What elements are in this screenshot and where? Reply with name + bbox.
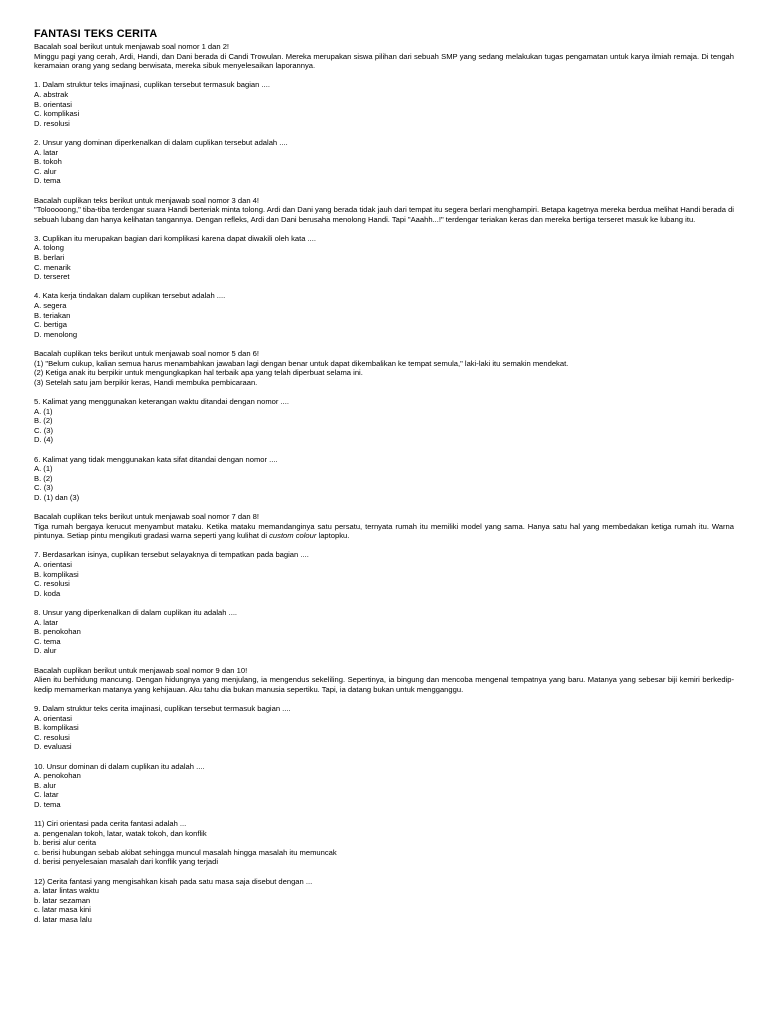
- answer-option: B. alur: [34, 780, 56, 790]
- answer-option: C. tema: [34, 636, 61, 646]
- question-item: [34, 397, 734, 445]
- answer-option: B. (2): [34, 416, 53, 426]
- answer-option: b. berisi alur cerita: [34, 838, 97, 848]
- answer-option: B. orientasi: [34, 99, 72, 109]
- answer-option: B. (2): [34, 473, 53, 483]
- question-item: [34, 455, 734, 503]
- answer-option: c. latar masa kini: [34, 905, 91, 915]
- question-item: [34, 234, 734, 282]
- reading-passage: [34, 349, 734, 387]
- answer-option: C. alur: [34, 166, 57, 176]
- answer-option: B. berlari: [34, 253, 65, 263]
- question-text: 7. Berdasarkan isinya, cuplikan tersebut selayaknya di tempatkan pada bagian ....: [34, 550, 309, 560]
- document-content: [34, 42, 734, 925]
- question-text: 5. Kalimat yang menggunakan keterangan waktu ditandai dengan nomor ....: [34, 396, 289, 406]
- answer-option: B. teriakan: [34, 310, 71, 320]
- answer-option: d. latar masa lalu: [34, 915, 92, 925]
- answer-option: D. tema: [34, 799, 61, 809]
- passage-instruction: Bacalah cuplikan teks berikut untuk menjawab soal nomor 7 dan 8!: [34, 512, 259, 522]
- answer-option: D. terseret: [34, 272, 70, 282]
- answer-option: D. (1) dan (3): [34, 492, 80, 502]
- question-text: 6. Kalimat yang tidak menggunakan kata sifat ditandai dengan nomor ....: [34, 454, 278, 464]
- question-item: [34, 138, 734, 186]
- answer-option: D. koda: [34, 588, 61, 598]
- question-text: 10. Unsur dominan di dalam cuplikan itu adalah ....: [34, 761, 205, 771]
- question-item: [34, 762, 734, 810]
- answer-option: D. evaluasi: [34, 742, 72, 752]
- question-item: [34, 877, 734, 925]
- passage-text: Minggu pagi yang cerah, Ardi, Handi, dan Dani berada di Candi Trowulan. Mereka merupakan siswa pilihan dari sebuah SMP yang sedang melakukan tugas pengamatan untuk karya ilmiah remaja. Di tengah keramaian orang yang sedang berwisata, mereka sibuk menyelesaikan laporannya.: [34, 51, 734, 71]
- question-text: 11) Ciri orientasi pada cerita fantasi adalah ...: [34, 819, 187, 829]
- passage-instruction: Bacalah cuplikan berikut untuk menjawab soal nomor 9 dan 10!: [34, 665, 248, 675]
- answer-option: d. berisi penyelesaian masalah dari konflik yang terjadi: [34, 857, 219, 867]
- answer-option: C. resolusi: [34, 732, 70, 742]
- document-title: FANTASI TEKS CERITA: [34, 28, 158, 40]
- reading-passage: [34, 42, 734, 71]
- answer-option: C. resolusi: [34, 579, 70, 589]
- answer-option: A. (1): [34, 406, 53, 416]
- answer-option: A. latar: [34, 617, 59, 627]
- answer-option: b. latar sezaman: [34, 895, 91, 905]
- question-item: [34, 550, 734, 598]
- answer-option: A. orientasi: [34, 713, 72, 723]
- question-text: 2. Unsur yang dominan diperkenalkan di dalam cuplikan tersebut adalah ....: [34, 137, 288, 147]
- question-text: 3. Cuplikan itu merupakan bagian dari komplikasi karena dapat diwakili oleh kata ....: [34, 233, 316, 243]
- answer-option: A. penokohan: [34, 771, 81, 781]
- answer-option: A. (1): [34, 464, 53, 474]
- answer-option: a. pengenalan tokoh, latar, watak tokoh, dan konflik: [34, 828, 207, 838]
- answer-option: C. bertiga: [34, 320, 67, 330]
- question-item: [34, 819, 734, 867]
- question-text: 1. Dalam struktur teks imajinasi, cuplikan tersebut termasuk bagian ....: [34, 80, 270, 90]
- answer-option: D. resolusi: [34, 118, 70, 128]
- answer-option: B. komplikasi: [34, 723, 79, 733]
- question-text: 8. Unsur yang diperkenalkan di dalam cuplikan itu adalah ....: [34, 608, 238, 618]
- answer-option: C. (3): [34, 483, 53, 493]
- question-item: [34, 608, 734, 656]
- answer-option: B. penokohan: [34, 627, 81, 637]
- answer-option: C. komplikasi: [34, 109, 80, 119]
- reading-passage: [34, 666, 734, 695]
- answer-option: B. tokoh: [34, 157, 62, 167]
- answer-option: C. menarik: [34, 262, 71, 272]
- passage-text: "Tolooooong," tiba-tiba terdengar suara Handi berteriak minta tolong. Ardi dan Dani yang berada tidak jauh dari tempat itu segera berlari menghampiri. Betapa kagetnya mereka berdua melihat Handi berada di sebuah lubang dan hanya kelihatan tangannya. Dengan refleks, Ardi dan Dani berusaha menolong Handi. Tapi "Aaahh...!" terdengar teriakan keras dan mereka bertiga terseret masuk ke lubang itu.: [34, 205, 734, 224]
- question-item: [34, 291, 734, 339]
- reading-passage: [34, 196, 734, 225]
- passage-instruction: Bacalah cuplikan teks berikut untuk menjawab soal nomor 3 dan 4!: [34, 195, 259, 205]
- passage-text: (3) Setelah satu jam berpikir keras, Handi membuka pembicaraan.: [34, 377, 258, 387]
- question-item: [34, 80, 734, 128]
- question-item: [34, 704, 734, 752]
- answer-option: A. orientasi: [34, 560, 72, 570]
- reading-passage: [34, 512, 734, 541]
- passage-text: (2) Ketiga anak itu berpikir untuk mengungkapkan hal terbaik apa yang telah diperbuat selama ini.: [34, 368, 363, 378]
- passage-text: Alien itu berhidung mancung. Dengan hidungnya yang menjulang, ia mengendus sekeliling. Sepertinya, ia bingung dan mencoba mengenal tempatnya yang baru. Matanya yang sebesar biji kemiri berkedip-kedip memamerkan matanya yang kehijauan. Aku tahu dia bukan manusia sepertiku. Tapi, ia datang bukan untuk mengganggu.: [34, 675, 734, 694]
- answer-option: D. alur: [34, 646, 57, 656]
- answer-option: a. latar lintas waktu: [34, 886, 99, 896]
- answer-option: D. (4): [34, 435, 53, 445]
- question-text: 9. Dalam struktur teks cerita imajinasi, cuplikan tersebut termasuk bagian ....: [34, 703, 291, 713]
- document-page: [34, 28, 734, 925]
- passage-instruction: Bacalah cuplikan teks berikut untuk menjawab soal nomor 5 dan 6!: [34, 349, 259, 358]
- passage-text: Tiga rumah bergaya kerucut menyambut mataku. Ketika mataku memandanginya satu persatu, ternyata rumah itu memiliki model yang sama. Hanya satu hal yang membedakan ketiga rumah itu. Warna pintunya. Setiap pintu mengikuti gradasi warna seperti yang kulihat di custom colour laptopku.: [34, 521, 734, 541]
- answer-option: c. berisi hubungan sebab akibat sehingga muncul masalah hingga masalah itu memuncak: [34, 847, 337, 857]
- answer-option: A. segera: [34, 301, 67, 311]
- question-text: 12) Cerita fantasi yang mengisahkan kisah pada satu masa saja disebut dengan ...: [34, 876, 313, 886]
- answer-option: C. (3): [34, 425, 53, 435]
- answer-option: D. tema: [34, 176, 61, 186]
- answer-option: A. tolong: [34, 243, 64, 253]
- passage-instruction: Bacalah soal berikut untuk menjawab soal nomor 1 dan 2!: [34, 42, 230, 51]
- answer-option: A. latar: [34, 147, 59, 157]
- answer-option: A. abstrak: [34, 89, 69, 99]
- answer-option: C. latar: [34, 790, 59, 800]
- question-text: 4. Kata kerja tindakan dalam cuplikan tersebut adalah ....: [34, 291, 226, 301]
- answer-option: D. menolong: [34, 329, 78, 339]
- passage-text: (1) "Belum cukup, kalian semua harus menambahkan jawaban lagi dengan benar untuk dapat dikembalikan ke tempat semula," laki-laki itu semakin mendekat.: [34, 358, 569, 368]
- answer-option: B. komplikasi: [34, 569, 79, 579]
